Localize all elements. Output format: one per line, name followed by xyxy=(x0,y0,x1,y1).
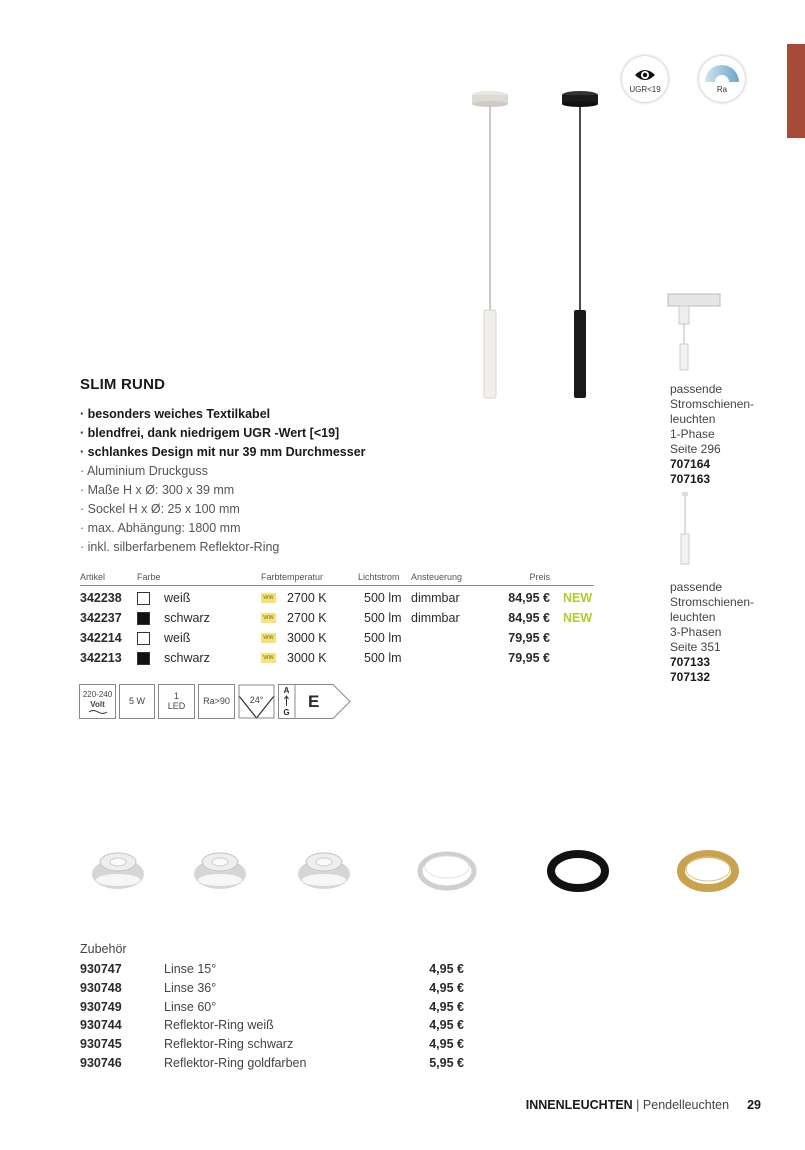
control-type: dimmbar xyxy=(411,611,460,625)
article-number: 930746 xyxy=(80,1055,122,1070)
feature-item: · blendfrei, dank niedrigem UGR -Wert [<19] xyxy=(80,426,340,440)
energy-scale-bottom: G xyxy=(283,708,290,717)
table-row xyxy=(80,648,594,668)
page-number: 29 xyxy=(747,1098,761,1112)
track-light-3-phase-image xyxy=(670,490,710,568)
feature-item: · besonders weiches Textilkabel xyxy=(80,407,271,421)
article-table xyxy=(80,571,594,668)
lens-15-image xyxy=(92,853,144,889)
price: 79,95 € xyxy=(508,631,550,645)
energy-label-icon xyxy=(278,684,352,719)
voltage-range: 220-240 xyxy=(82,689,113,699)
article-number: 707132 xyxy=(670,670,711,684)
article-number: 930745 xyxy=(80,1037,122,1052)
feature-item: · schlankes Design mit nur 39 mm Durchmesser xyxy=(80,445,366,459)
page-reference: Seite 351 xyxy=(670,640,721,654)
color-temperature: 3000 K xyxy=(287,651,327,665)
article-number: 930744 xyxy=(80,1018,122,1033)
price: 84,95 € xyxy=(508,591,550,605)
side-text: leuchten xyxy=(670,412,716,426)
new-badge: NEW xyxy=(563,611,593,625)
side-text: leuchten xyxy=(670,610,716,624)
wave-icon xyxy=(88,709,108,714)
price: 4,95 € xyxy=(429,980,464,995)
feature-item: · Aluminium Druckguss xyxy=(80,464,208,478)
article-number: 342213 xyxy=(80,651,122,665)
wattage-icon: 5 W xyxy=(119,684,155,719)
article-number: 707163 xyxy=(670,472,711,486)
table-row xyxy=(80,588,594,608)
warm-white-icon: WW xyxy=(261,653,276,663)
price: 84,95 € xyxy=(508,611,550,625)
header-article: Artikel xyxy=(80,572,106,582)
accessory-name: Linse 60° xyxy=(164,999,217,1014)
footer-separator: | xyxy=(632,1098,643,1112)
accessories-heading: Zubehör xyxy=(80,942,127,956)
color-rendering-icon xyxy=(699,58,745,84)
footer-section: INNENLEUCHTEN xyxy=(525,1098,633,1112)
voltage-unit: Volt xyxy=(90,699,105,709)
led-count: 1 xyxy=(173,691,179,701)
luminous-flux: 500 lm xyxy=(364,651,402,665)
article-number: 342237 xyxy=(80,611,122,625)
color-name: weiß xyxy=(164,631,191,645)
color-temperature: 3000 K xyxy=(287,631,327,645)
lens-36-image xyxy=(194,853,246,889)
control-type: dimmbar xyxy=(411,591,460,605)
accessory-name: Reflektor-Ring goldfarben xyxy=(164,1055,307,1070)
feature-item: · Maße H x Ø: 300 x 39 mm xyxy=(80,483,235,497)
energy-class: E xyxy=(308,692,320,711)
accessory-row xyxy=(80,960,464,979)
table-header xyxy=(80,571,594,586)
page-reference: Seite 296 xyxy=(670,442,721,456)
ra-badge xyxy=(699,56,745,102)
article-number: 707133 xyxy=(670,655,711,669)
header-price: Preis xyxy=(529,572,550,582)
article-number: 342238 xyxy=(80,591,122,605)
led-label: LED xyxy=(167,701,186,711)
accessory-name: Reflektor-Ring weiß xyxy=(164,1018,274,1033)
article-number: 707164 xyxy=(670,457,711,471)
accessory-row xyxy=(80,979,464,998)
white-pendant-lamp xyxy=(472,91,508,398)
color-swatch-black xyxy=(137,612,150,625)
price: 4,95 € xyxy=(429,1037,464,1052)
table-row xyxy=(80,628,594,648)
warm-white-icon: WW xyxy=(261,633,276,643)
price: 4,95 € xyxy=(429,962,464,976)
price: 4,95 € xyxy=(429,999,464,1014)
price: 4,95 € xyxy=(429,1018,464,1033)
ugr-label: UGR<19 xyxy=(629,85,661,94)
chapter-tab-marker xyxy=(787,44,805,138)
accessory-name: Reflektor-Ring schwarz xyxy=(164,1037,294,1052)
footer-subsection: Pendelleuchten xyxy=(642,1098,730,1112)
reflector-ring-white-image xyxy=(420,854,474,888)
accessories-list xyxy=(80,960,464,1073)
side-text: 1-Phase xyxy=(670,427,715,441)
accessory-images xyxy=(80,840,760,900)
warm-white-icon: WW xyxy=(261,593,276,603)
ra-label: Ra xyxy=(716,85,728,94)
product-title: SLIM RUND xyxy=(80,376,166,393)
side-text: Stromschienen- xyxy=(670,397,755,411)
accessory-row xyxy=(80,1016,464,1035)
color-temperature: 2700 K xyxy=(287,611,327,625)
side-text: 3-Phasen xyxy=(670,625,722,639)
luminous-flux: 500 lm xyxy=(364,591,402,605)
reflector-ring-gold-image xyxy=(681,854,735,888)
header-control: Ansteuerung xyxy=(411,572,463,582)
color-name: weiß xyxy=(164,591,191,605)
accessory-row xyxy=(80,1035,464,1054)
color-swatch-white xyxy=(137,592,150,605)
accessory-row xyxy=(80,1054,464,1073)
color-name: schwarz xyxy=(164,611,210,625)
accessory-name: Linse 15° xyxy=(164,962,217,976)
ugr-badge xyxy=(622,56,668,102)
ra-value-icon: Ra>90 xyxy=(198,684,235,719)
beam-angle-icon xyxy=(238,684,275,719)
lens-60-image xyxy=(298,853,350,889)
color-name: schwarz xyxy=(164,651,210,665)
track-light-1-phase-info xyxy=(670,382,754,487)
luminous-flux: 500 lm xyxy=(364,611,402,625)
article-number: 930749 xyxy=(80,999,122,1014)
page-footer xyxy=(526,1098,761,1112)
new-badge: NEW xyxy=(563,591,593,605)
accessory-row xyxy=(80,998,464,1017)
side-text: passende xyxy=(670,580,723,594)
luminous-flux: 500 lm xyxy=(364,631,402,645)
feature-list xyxy=(80,405,366,557)
header-temperature: Farbtemperatur xyxy=(261,572,324,582)
side-text: Stromschienen- xyxy=(670,595,755,609)
article-number: 930748 xyxy=(80,980,122,995)
feature-item: · max. Abhängung: 1800 mm xyxy=(80,521,241,535)
black-pendant-lamp xyxy=(562,91,598,398)
beam-angle-value: 24° xyxy=(249,695,264,705)
color-temperature: 2700 K xyxy=(287,591,327,605)
article-number: 342214 xyxy=(80,631,122,645)
price: 79,95 € xyxy=(508,651,550,665)
feature-item: · Sockel H x Ø: 25 x 100 mm xyxy=(80,502,240,516)
side-text: passende xyxy=(670,382,723,396)
table-row xyxy=(80,608,594,628)
voltage-icon xyxy=(79,684,116,719)
led-count-icon xyxy=(158,684,195,719)
header-color: Farbe xyxy=(137,572,161,582)
price: 5,95 € xyxy=(429,1055,464,1070)
warm-white-icon: WW xyxy=(261,613,276,623)
track-light-1-phase-image xyxy=(665,290,725,372)
feature-item: · inkl. silberfarbenem Reflektor-Ring xyxy=(80,540,280,554)
track-light-3-phase-info xyxy=(670,580,754,685)
article-number: 930747 xyxy=(80,962,122,976)
color-swatch-black xyxy=(137,652,150,665)
accessory-name: Linse 36° xyxy=(164,980,217,995)
pendant-lamp-illustration xyxy=(460,85,620,405)
header-flux: Lichtstrom xyxy=(358,572,400,582)
reflector-ring-black-image xyxy=(551,854,605,888)
color-swatch-white xyxy=(137,632,150,645)
energy-scale-top: A xyxy=(283,686,290,695)
